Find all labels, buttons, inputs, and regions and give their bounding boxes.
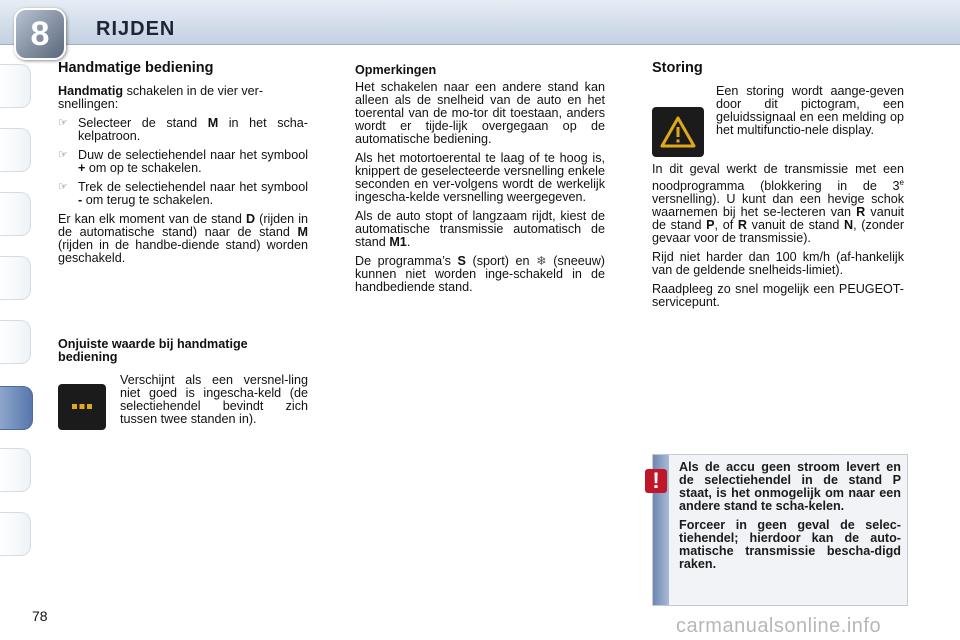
warning-text: Een storing wordt aange-geven door dit pictogram, een geluidssignaal en een melding op het multifunctio-nele display. [716,84,904,137]
fault-text: vanuit de stand [652,205,904,233]
fault-bold: R [737,218,747,233]
exclamation-icon: ! [645,469,667,493]
intro-paragraph [58,85,308,111]
fault-row [58,374,308,430]
remarks-p1: Het schakelen naar een andere stand kan alleen als de snelheid van de auto en het toerental van de mo-tor dit toestaan, anders wordt er tijde-lijk overgegaan op de automatische bediening. [355,80,605,146]
remarks-p4 [355,255,605,294]
chapter-tab-10[interactable] [0,512,31,556]
alert-box [652,454,908,606]
section-title-fault: Storing [652,60,703,76]
remarks-bold: S [457,254,466,268]
remarks-text: Als de auto stopt of langzaam rijdt, kiest de automatische transmissie automatisch de stand [355,209,605,249]
footer-watermark: carmanualsonline.info [676,615,882,637]
remarks-text: . [406,235,411,249]
remarks-text: (sneeuw) kunnen niet worden inge-schakeld in de handbediende stand. [355,254,606,294]
fault-bold: R [856,205,866,220]
chapter-tabs [0,64,30,576]
remarks-p2: Als het motortoerental te laag of te hoog is, knippert de geselecteerde versnelling enkele seconden en ver-volgens wordt de werkelijk ingescha-kelde versnelling weergegeven. [355,151,605,204]
chapter-header [0,0,960,53]
bullet-text-post: om terug te schakelen. [82,193,214,207]
fault-text: versnelling). U kunt dan een hevige schok waarnemen bij het se-lecteren van [652,192,904,220]
chapter-tab-4[interactable] [0,256,31,300]
warning-row [652,85,904,157]
bullet-text-post: om op te schakelen. [85,161,202,175]
fault-sup: e [899,178,904,187]
fault-p1 [652,163,904,245]
bullet-select-m [58,117,308,143]
alert-p1: Als de accu geen stroom levert en de selectiehendel in de stand P staat, is het onmogelijk om naar een andere stand te scha-kelen. [679,460,901,513]
fault-bold: P [706,218,715,233]
fault-text: vanuit de stand [746,218,845,233]
intro-bold: Handmatig [58,84,124,98]
alert-body [679,461,901,577]
bullet-text [78,149,308,175]
mode-switch-paragraph [58,213,308,265]
remarks-text: (sport) en [465,254,537,268]
fault-text: , of [714,218,738,233]
fault-text: In dit geval werkt de transmissie met een noodprogramma (blokkering in de 3 [652,162,904,194]
hand-pointer-icon: ☞ [58,181,68,193]
chapter-tab-9[interactable] [0,448,31,492]
bullet-text-pre: Trek de selectiehendel naar het symbool [78,180,308,194]
fault-text: , (zonder gevaar voor de transmissie). [652,218,905,246]
bullet-text-pre: Duw de selectiehendel naar het symbool [78,148,308,162]
bullet-text [78,181,308,207]
column-fault [652,62,904,315]
warning-triangle-icon [652,107,704,157]
section-title-manual: Handmatige bediening [58,60,214,76]
bullet-text-bold: M [207,116,219,130]
column-manual-operation [58,62,308,271]
hand-pointer-icon: ☞ [58,117,68,129]
remarks-bold: M1 [389,235,407,249]
fault-p3: Raadpleeg zo snel mogelijk een PEUGEOT-servicepunt. [652,282,904,310]
para-bold: D [245,212,256,226]
chapter-tab-3[interactable] [0,192,31,236]
chapter-tab-8-active[interactable] [0,386,33,430]
bullet-text-bold: - [78,193,83,207]
remarks-p3 [355,210,605,249]
bullet-shift-down [58,181,308,207]
para-text: (rijden in de automatische stand) naar de stand [58,212,308,239]
page-number: 78 [32,608,48,624]
fault-text: Verschijnt als een versnel-ling niet goed is ingescha-keld (de selectiehendel bevindt zich tussen twee standen in). [120,373,308,426]
chapter-tab-2[interactable] [0,128,31,172]
remarks-text: De programma’s [355,254,458,268]
bullet-text [78,117,308,143]
bullet-text-post: in het scha-kelpatroon. [78,116,308,143]
hand-pointer-icon: ☞ [58,149,68,161]
bullet-text-bold: + [78,161,86,175]
chapter-number-badge: 8 [14,8,66,60]
section-title-remarks: Opmerkingen [355,63,437,77]
snowflake-icon: ❄ [536,254,547,268]
para-bold: M [297,225,308,239]
section-wrong-value [58,338,308,430]
bullet-shift-up [58,149,308,175]
fault-dashes-icon [58,384,106,430]
fault-p2: Rijd niet harder dan 100 km/h (af-hankelijk van de geldende snelheids-limiet). [652,250,904,278]
chapter-title: RIJDEN [96,18,176,40]
para-text: (rijden in de handbe-diende stand) worden geschakeld. [58,238,308,265]
section-title-wrong-value: Onjuiste waarde bij handmatige bediening [58,337,248,364]
para-text: Er kan elk moment van de stand [58,212,246,226]
bullet-text-pre: Selecteer de stand [78,116,208,130]
intro-text: schakelen in de vier ver-snellingen: [58,84,264,111]
alert-p2: Forceer in geen geval de selec-tiehendel; hierdoor kan de auto-matische transmissie bescha-digd raken. [679,518,901,571]
chapter-tab-5[interactable] [0,320,31,364]
chapter-tab-1[interactable] [0,64,31,108]
fault-bold: N [844,218,854,233]
column-remarks [355,64,605,300]
